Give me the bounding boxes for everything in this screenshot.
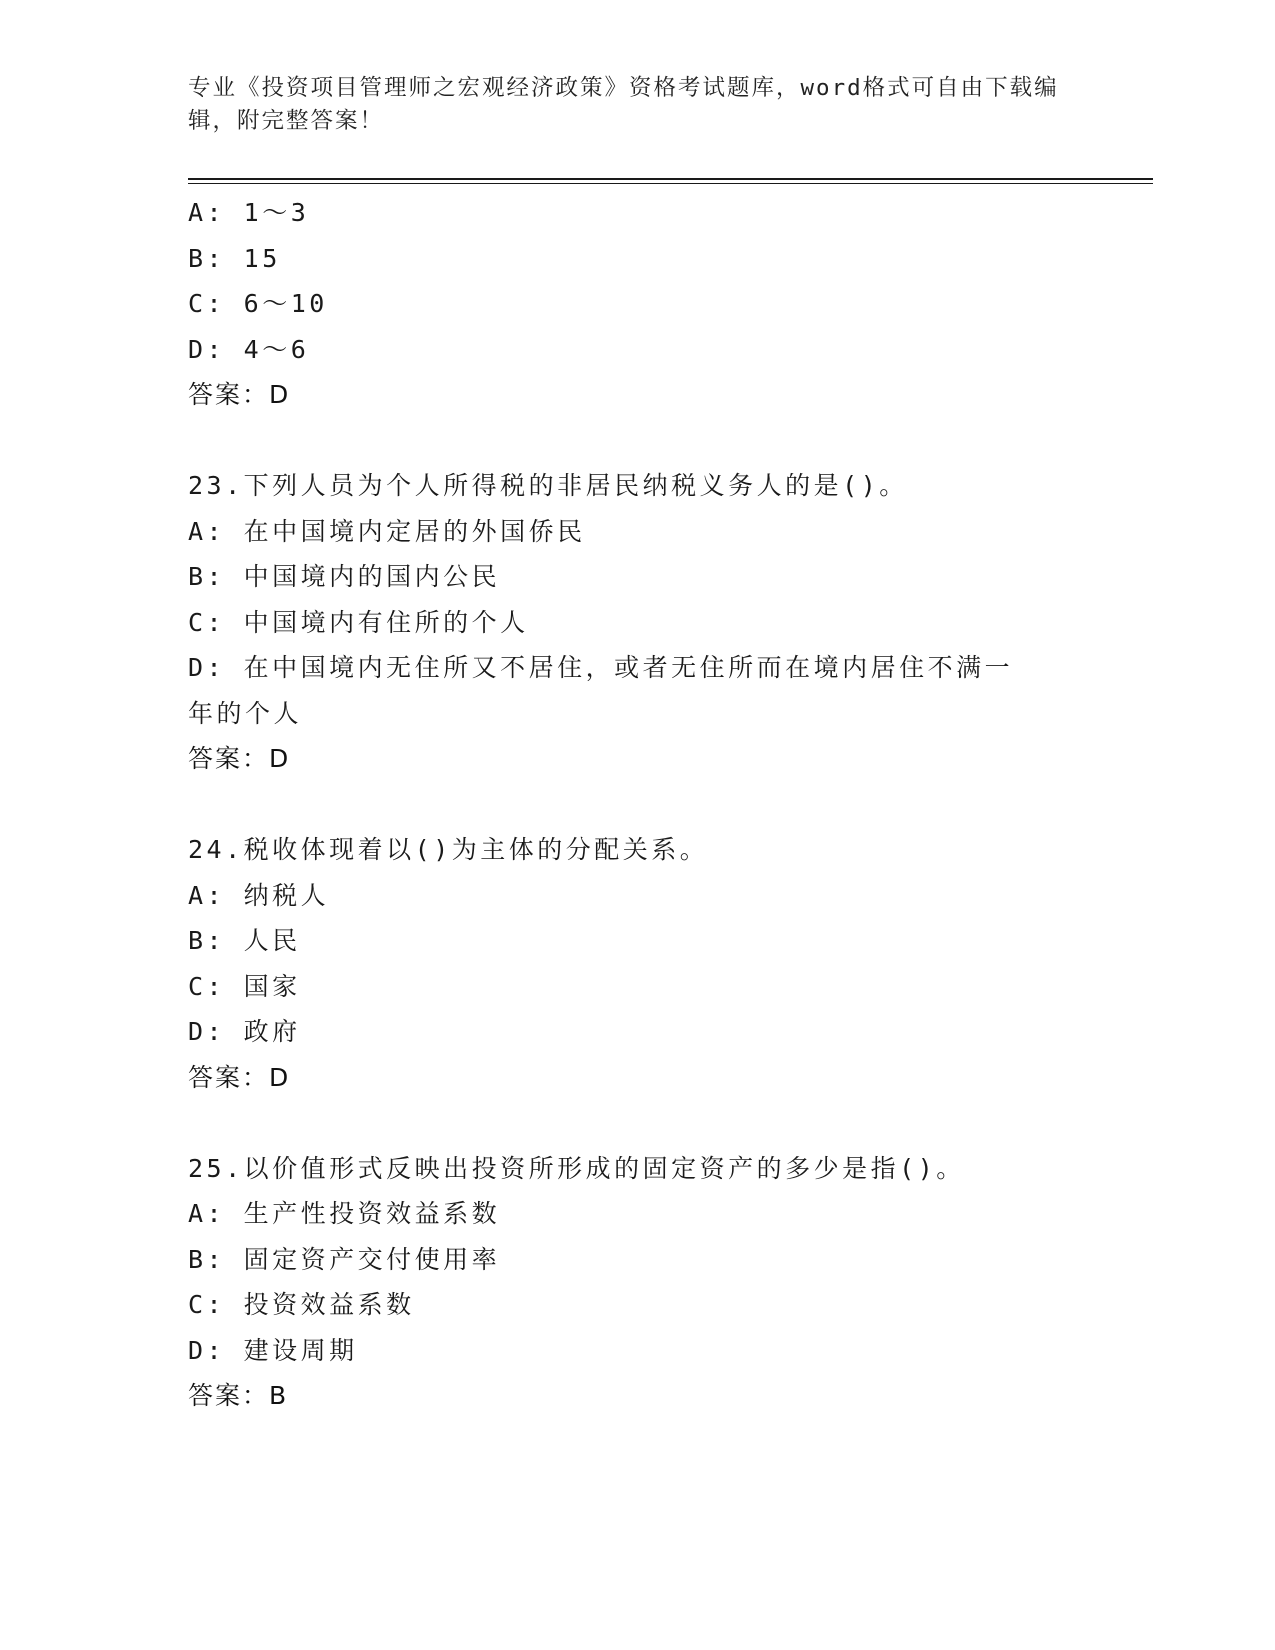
question-23 <box>188 463 1088 782</box>
header-rule-thick <box>188 178 1153 180</box>
option-c: C: 国家 <box>188 971 301 1001</box>
option-a: A: 生产性投资效益系数 <box>188 1199 501 1228</box>
option-a: A: 在中国境内定居的外国侨民 <box>188 516 586 546</box>
option-c: C: 6～10 <box>188 289 328 318</box>
option-c: C: 中国境内有住所的个人 <box>188 607 529 637</box>
question-list <box>188 190 1088 1419</box>
option-d: D: 在中国境内无住所又不居住，或者无住所而在境内居住不满一年的个人 <box>188 653 1014 728</box>
answer: 答案：B <box>188 1381 289 1410</box>
question-25 <box>188 1146 1088 1419</box>
spacer <box>188 418 1088 464</box>
question-stem: 24.税收体现着以()为主体的分配关系。 <box>188 835 709 864</box>
spacer <box>188 1100 1088 1146</box>
document-header: 专业《投资项目管理师之宏观经济政策》资格考试题库，word格式可自由下载编辑，附完整答案！ <box>188 75 1059 134</box>
option-b: B: 人民 <box>188 926 301 955</box>
question-22 <box>188 190 1088 418</box>
option-c: C: 投资效益系数 <box>188 1290 415 1319</box>
question-stem: 23.下列人员为个人所得税的非居民纳税义务人的是()。 <box>188 471 908 500</box>
answer: 答案：D <box>188 744 291 773</box>
option-d: D: 建设周期 <box>188 1335 358 1365</box>
option-d: D: 4～6 <box>188 334 310 364</box>
option-d: D: 政府 <box>188 1017 301 1046</box>
option-b: B: 固定资产交付使用率 <box>188 1244 501 1274</box>
spacer <box>188 782 1088 828</box>
option-b: B: 15 <box>188 243 281 273</box>
option-b: B: 中国境内的国内公民 <box>188 562 501 591</box>
option-a: A: 纳税人 <box>188 880 330 910</box>
header-rule-thin <box>188 183 1153 184</box>
answer: 答案：D <box>188 380 291 409</box>
question-24 <box>188 827 1088 1100</box>
question-stem: 25.以价值形式反映出投资所形成的固定资产的多少是指()。 <box>188 1153 965 1183</box>
option-a: A: 1～3 <box>188 198 310 227</box>
answer: 答案：D <box>188 1062 291 1092</box>
